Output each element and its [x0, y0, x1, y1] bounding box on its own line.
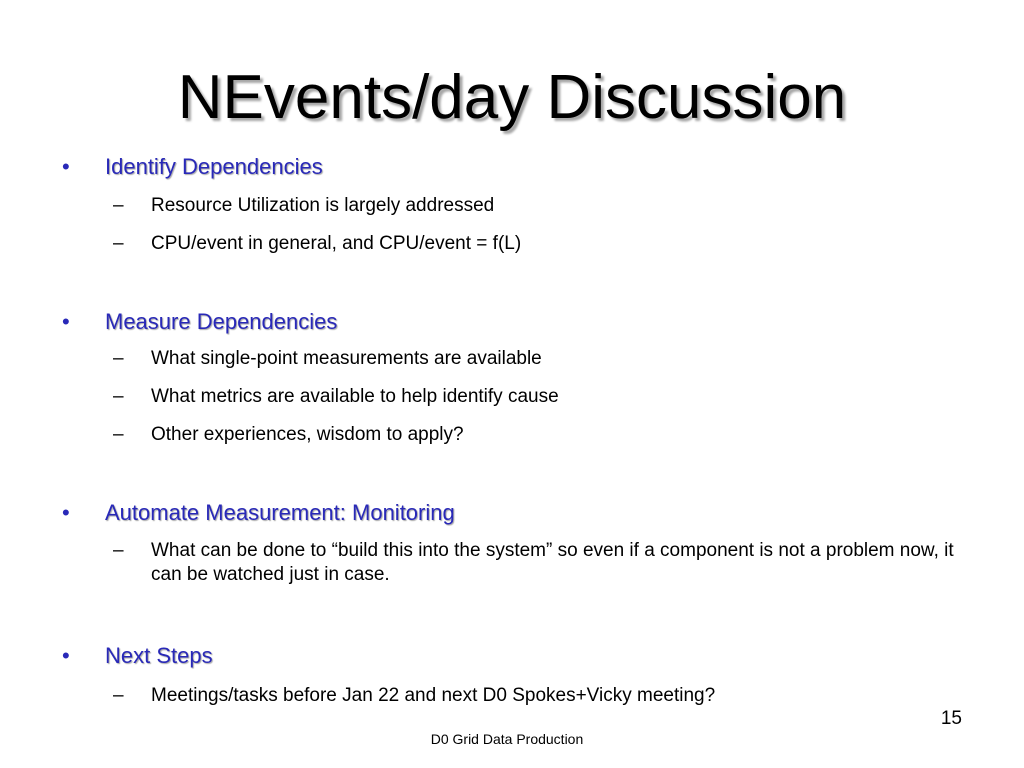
bullet-dot: •: [62, 309, 70, 334]
page-number: 15: [940, 708, 962, 729]
sub-item: [113, 539, 963, 587]
dash-marker: –: [113, 233, 124, 254]
dash-marker: –: [113, 424, 124, 445]
bullet-heading: Next Steps: [105, 643, 213, 668]
sub-item: [113, 385, 963, 409]
sub-item-text: Meetings/tasks before Jan 22 and next D0 Spokes+Vicky meeting?: [151, 685, 716, 706]
sub-item-text: Resource Utilization is largely addressed: [151, 195, 495, 216]
sub-item: [113, 232, 963, 256]
bullet-dot: •: [62, 500, 70, 525]
bullet-heading: Automate Measurement: Monitoring: [105, 500, 455, 525]
dash-marker: –: [113, 348, 124, 369]
sub-item-text: What can be done to “build this into the system” so even if a component is not a problem now, it can be watched just in case.: [151, 540, 954, 585]
sub-item: [113, 684, 963, 708]
dash-marker: –: [113, 195, 124, 216]
bullet-heading: Measure Dependencies: [105, 309, 338, 334]
slide-title: NEvents/day Discussion: [177, 63, 847, 132]
bullet-heading: Identify Dependencies: [105, 154, 323, 179]
sub-item: [113, 194, 963, 218]
dash-marker: –: [113, 685, 124, 706]
sub-item-text: What single-point measurements are available: [151, 348, 542, 369]
sub-item-text: CPU/event in general, and CPU/event = f(L): [151, 233, 522, 254]
dash-marker: –: [113, 386, 124, 407]
bullet-dot: •: [62, 643, 70, 668]
sub-item-text: Other experiences, wisdom to apply?: [151, 424, 464, 445]
sub-item: [113, 347, 963, 371]
dash-marker: –: [113, 540, 124, 561]
slide-footer: D0 Grid Data Production: [430, 731, 584, 747]
bullet-dot: •: [62, 154, 70, 179]
sub-item: [113, 423, 963, 447]
sub-item-text: What metrics are available to help identify cause: [151, 386, 559, 407]
